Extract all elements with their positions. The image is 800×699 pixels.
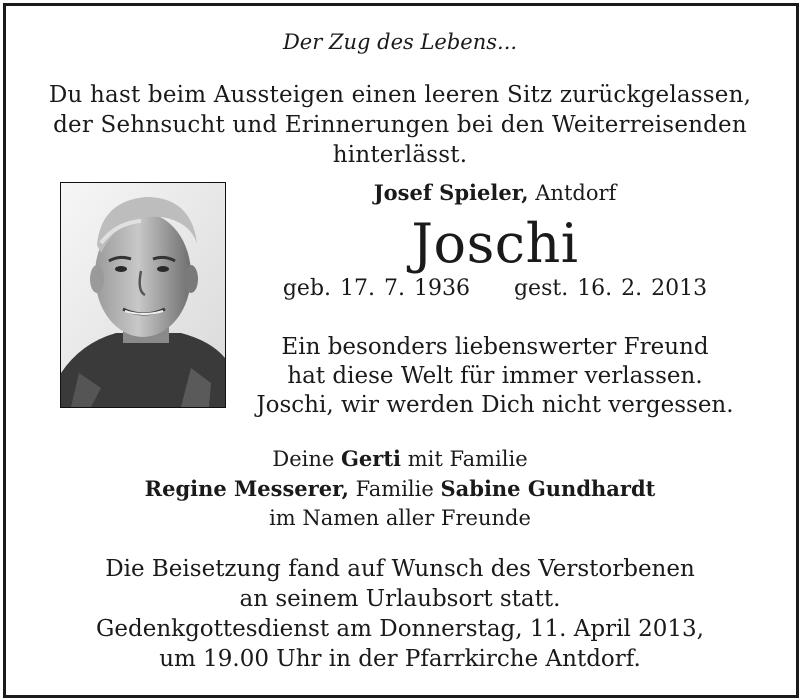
mourners-prefix: Deine xyxy=(272,447,335,471)
mourners-line-1 xyxy=(0,444,800,474)
mourners-signature xyxy=(0,444,800,533)
mourner-name: Regine Messerer, xyxy=(144,476,349,501)
portrait-photo xyxy=(60,182,226,408)
mourners-suffix: mit Familie xyxy=(407,447,528,471)
motto: Der Zug des Lebens... xyxy=(282,30,518,54)
tribute-line: Ein besonders liebenswerter Freund xyxy=(281,334,709,360)
poem-line: Du hast beim Aussteigen einen leeren Sitz zurückgelassen, xyxy=(48,82,752,108)
notice-line: Die Beisetzung fand auf Wunsch des Verstorbenen xyxy=(105,556,695,582)
mourner-name: Sabine Gundhardt xyxy=(440,476,656,501)
deceased-fullname-line xyxy=(240,180,750,205)
deceased-place: Antdorf xyxy=(535,181,617,205)
notice-line: an seinem Urlaubsort statt. xyxy=(239,586,561,612)
tribute-line: Joschi, wir werden Dich nicht vergessen. xyxy=(256,392,734,418)
deceased-nickname: Joschi xyxy=(411,212,579,275)
funeral-notice xyxy=(0,554,800,674)
notice-line: um 19.00 Uhr in der Pfarrkirche Antdorf. xyxy=(159,646,641,672)
poem-line: hinterlässt. xyxy=(332,142,468,168)
life-dates xyxy=(240,276,750,301)
poem-line: der Sehnsucht und Erinnerungen bei den Weiterreisenden xyxy=(53,112,747,138)
deceased-full-name: Josef Spieler, xyxy=(373,180,529,205)
birth-date: geb. 17. 7. 1936 xyxy=(282,276,470,301)
poem xyxy=(0,80,800,170)
notice-line: Gedenkgottesdienst am Donnerstag, 11. April 2013, xyxy=(96,616,704,642)
mourners-line-3: im Namen aller Freunde xyxy=(269,506,531,530)
mourner-name: Gerti xyxy=(340,446,402,471)
tribute-text xyxy=(240,333,750,420)
mourners-family-label: Familie xyxy=(355,477,434,501)
mourners-line-2 xyxy=(0,474,800,504)
tribute-line: hat diese Welt für immer verlassen. xyxy=(287,363,703,389)
death-date: gest. 16. 2. 2013 xyxy=(513,276,708,301)
